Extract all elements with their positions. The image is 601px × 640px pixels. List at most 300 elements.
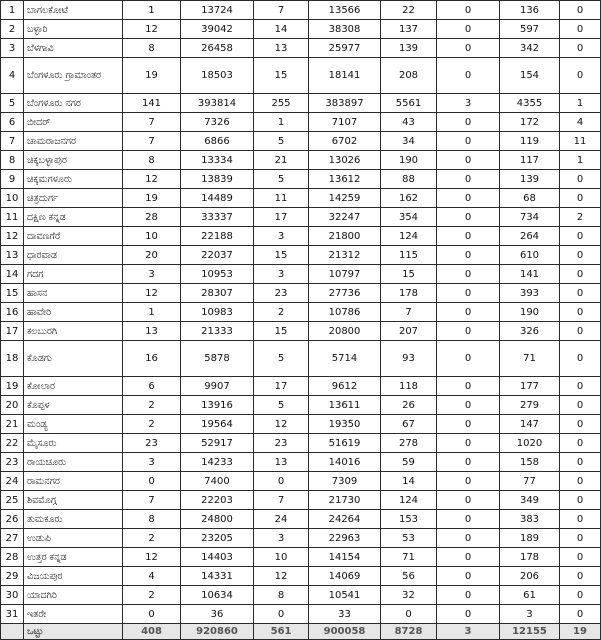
col-3-cell: 12 bbox=[254, 415, 309, 434]
col-8-cell: 4 bbox=[560, 113, 601, 132]
col-4-cell: 21312 bbox=[309, 246, 381, 265]
col-8-cell: 19 bbox=[560, 624, 601, 640]
col-8-cell: 0 bbox=[560, 20, 601, 39]
col-4-cell: 14259 bbox=[309, 189, 381, 208]
col-3-cell: 7 bbox=[254, 491, 309, 510]
col-7-cell: 342 bbox=[500, 39, 560, 58]
col-5-cell: 22 bbox=[381, 1, 437, 20]
col-6-cell: 0 bbox=[437, 605, 500, 624]
serial-number-cell: 27 bbox=[1, 529, 24, 548]
col-8-cell: 0 bbox=[560, 491, 601, 510]
col-4-cell: 14154 bbox=[309, 548, 381, 567]
col-5-cell: 26 bbox=[381, 396, 437, 415]
col-2-cell: 14403 bbox=[181, 548, 254, 567]
col-3-cell: 14 bbox=[254, 20, 309, 39]
col-3-cell: 5 bbox=[254, 341, 309, 377]
col-3-cell: 5 bbox=[254, 396, 309, 415]
table-row bbox=[1, 20, 601, 39]
col-4-cell: 9612 bbox=[309, 377, 381, 396]
col-4-cell: 33 bbox=[309, 605, 381, 624]
col-3-cell: 12 bbox=[254, 567, 309, 586]
col-3-cell: 13 bbox=[254, 39, 309, 58]
col-8-cell: 0 bbox=[560, 605, 601, 624]
col-8-cell: 0 bbox=[560, 227, 601, 246]
col-7-cell: 610 bbox=[500, 246, 560, 265]
col-2-cell: 14489 bbox=[181, 189, 254, 208]
col-4-cell: 383897 bbox=[309, 94, 381, 113]
col-6-cell: 0 bbox=[437, 472, 500, 491]
district-name-cell: ಚಿಕ್ಕಮಗಳೂರು bbox=[24, 170, 123, 189]
col-2-cell: 14331 bbox=[181, 567, 254, 586]
serial-number-cell: 5 bbox=[1, 94, 24, 113]
col-3-cell: 11 bbox=[254, 189, 309, 208]
serial-number-cell: 28 bbox=[1, 548, 24, 567]
col-8-cell: 0 bbox=[560, 322, 601, 341]
col-7-cell: 136 bbox=[500, 1, 560, 20]
col-8-cell: 0 bbox=[560, 246, 601, 265]
col-3-cell: 24 bbox=[254, 510, 309, 529]
col-5-cell: 124 bbox=[381, 491, 437, 510]
district-name-cell: ಬೆಂಗಳೂರು ಗ್ರಾಮಾಂತರ bbox=[24, 58, 123, 94]
serial-number-cell: 19 bbox=[1, 377, 24, 396]
col-7-cell: 206 bbox=[500, 567, 560, 586]
col-8-cell: 2 bbox=[560, 208, 601, 227]
col-5-cell: 14 bbox=[381, 472, 437, 491]
col-8-cell: 0 bbox=[560, 510, 601, 529]
col-2-cell: 13724 bbox=[181, 1, 254, 20]
col-1-cell: 13 bbox=[123, 322, 181, 341]
serial-number-cell: 22 bbox=[1, 434, 24, 453]
col-8-cell: 1 bbox=[560, 94, 601, 113]
col-6-cell: 0 bbox=[437, 377, 500, 396]
col-6-cell: 0 bbox=[437, 510, 500, 529]
serial-number-cell: 15 bbox=[1, 284, 24, 303]
col-5-cell: 354 bbox=[381, 208, 437, 227]
col-5-cell: 115 bbox=[381, 246, 437, 265]
col-8-cell: 0 bbox=[560, 396, 601, 415]
col-2-cell: 39042 bbox=[181, 20, 254, 39]
col-1-cell: 16 bbox=[123, 341, 181, 377]
col-3-cell: 8 bbox=[254, 586, 309, 605]
district-name-cell: ಧಾರವಾಡ bbox=[24, 246, 123, 265]
district-name-cell: ಬಳ್ಳಾರಿ bbox=[24, 20, 123, 39]
col-2-cell: 7400 bbox=[181, 472, 254, 491]
col-8-cell: 0 bbox=[560, 1, 601, 20]
col-1-cell: 3 bbox=[123, 265, 181, 284]
serial-number-cell: 17 bbox=[1, 322, 24, 341]
col-8-cell: 0 bbox=[560, 303, 601, 322]
col-4-cell: 10786 bbox=[309, 303, 381, 322]
district-name-cell: ಮಂಡ್ಯ bbox=[24, 415, 123, 434]
col-4-cell: 21730 bbox=[309, 491, 381, 510]
serial-number-cell: 24 bbox=[1, 472, 24, 491]
col-2-cell: 6866 bbox=[181, 132, 254, 151]
col-6-cell: 0 bbox=[437, 548, 500, 567]
district-name-cell: ಬೆಳಗಾವಿ bbox=[24, 39, 123, 58]
col-1-cell: 19 bbox=[123, 189, 181, 208]
col-4-cell: 24264 bbox=[309, 510, 381, 529]
col-6-cell: 0 bbox=[437, 132, 500, 151]
col-1-cell: 19 bbox=[123, 58, 181, 94]
col-5-cell: 178 bbox=[381, 284, 437, 303]
serial-number-cell: 29 bbox=[1, 567, 24, 586]
col-7-cell: 141 bbox=[500, 265, 560, 284]
col-3-cell: 5 bbox=[254, 170, 309, 189]
col-5-cell: 93 bbox=[381, 341, 437, 377]
table-row bbox=[1, 246, 601, 265]
serial-number-cell: 1 bbox=[1, 1, 24, 20]
col-6-cell: 0 bbox=[437, 415, 500, 434]
col-4-cell: 13026 bbox=[309, 151, 381, 170]
col-2-cell: 10634 bbox=[181, 586, 254, 605]
col-4-cell: 32247 bbox=[309, 208, 381, 227]
col-1-cell: 7 bbox=[123, 491, 181, 510]
col-5-cell: 0 bbox=[381, 605, 437, 624]
table-row bbox=[1, 415, 601, 434]
col-6-cell: 3 bbox=[437, 624, 500, 640]
col-2-cell: 10983 bbox=[181, 303, 254, 322]
col-4-cell: 51619 bbox=[309, 434, 381, 453]
col-8-cell: 0 bbox=[560, 284, 601, 303]
col-5-cell: 124 bbox=[381, 227, 437, 246]
table-row bbox=[1, 303, 601, 322]
district-name-cell: ಕೊಡಗು bbox=[24, 341, 123, 377]
serial-number-cell: 8 bbox=[1, 151, 24, 170]
table-row bbox=[1, 396, 601, 415]
col-6-cell: 0 bbox=[437, 151, 500, 170]
col-4-cell: 14069 bbox=[309, 567, 381, 586]
col-6-cell: 0 bbox=[437, 453, 500, 472]
table-row bbox=[1, 586, 601, 605]
district-name-cell: ಒಟ್ಟು bbox=[24, 624, 123, 640]
col-5-cell: 208 bbox=[381, 58, 437, 94]
col-5-cell: 207 bbox=[381, 322, 437, 341]
col-2-cell: 13334 bbox=[181, 151, 254, 170]
table-row bbox=[1, 377, 601, 396]
col-6-cell: 0 bbox=[437, 39, 500, 58]
district-name-cell: ಚಾಮರಾಜನಗರ bbox=[24, 132, 123, 151]
district-name-cell: ರಾಮನಗರ bbox=[24, 472, 123, 491]
table-row bbox=[1, 208, 601, 227]
col-3-cell: 17 bbox=[254, 208, 309, 227]
col-4-cell: 5714 bbox=[309, 341, 381, 377]
district-name-cell: ದಾವಣಗೆರೆ bbox=[24, 227, 123, 246]
col-6-cell: 0 bbox=[437, 322, 500, 341]
col-2-cell: 24800 bbox=[181, 510, 254, 529]
serial-number-cell: 21 bbox=[1, 415, 24, 434]
col-1-cell: 2 bbox=[123, 415, 181, 434]
col-7-cell: 734 bbox=[500, 208, 560, 227]
col-8-cell: 11 bbox=[560, 132, 601, 151]
table-row bbox=[1, 1, 601, 20]
col-1-cell: 12 bbox=[123, 548, 181, 567]
col-5-cell: 8728 bbox=[381, 624, 437, 640]
col-3-cell: 561 bbox=[254, 624, 309, 640]
table-row bbox=[1, 453, 601, 472]
col-6-cell: 0 bbox=[437, 58, 500, 94]
col-4-cell: 10797 bbox=[309, 265, 381, 284]
col-6-cell: 0 bbox=[437, 567, 500, 586]
col-8-cell: 0 bbox=[560, 586, 601, 605]
district-name-cell: ಬಾಗಲಕೋಟೆ bbox=[24, 1, 123, 20]
table-row bbox=[1, 227, 601, 246]
col-7-cell: 4355 bbox=[500, 94, 560, 113]
serial-number-cell: 3 bbox=[1, 39, 24, 58]
col-3-cell: 7 bbox=[254, 1, 309, 20]
col-3-cell: 23 bbox=[254, 284, 309, 303]
col-7-cell: 119 bbox=[500, 132, 560, 151]
col-3-cell: 23 bbox=[254, 434, 309, 453]
district-name-cell: ಚಿತ್ರದುರ್ಗ bbox=[24, 189, 123, 208]
col-5-cell: 67 bbox=[381, 415, 437, 434]
col-1-cell: 4 bbox=[123, 567, 181, 586]
serial-number-cell: 31 bbox=[1, 605, 24, 624]
col-6-cell: 0 bbox=[437, 529, 500, 548]
col-2-cell: 26458 bbox=[181, 39, 254, 58]
table-row bbox=[1, 189, 601, 208]
district-name-cell: ಮೈಸೂರು bbox=[24, 434, 123, 453]
col-3-cell: 21 bbox=[254, 151, 309, 170]
serial-number-cell: 18 bbox=[1, 341, 24, 377]
col-7-cell: 71 bbox=[500, 341, 560, 377]
serial-number-cell: 20 bbox=[1, 396, 24, 415]
table-row bbox=[1, 265, 601, 284]
district-name-cell: ತುಮಕೂರು bbox=[24, 510, 123, 529]
serial-number-cell: 6 bbox=[1, 113, 24, 132]
col-3-cell: 17 bbox=[254, 377, 309, 396]
col-4-cell: 20800 bbox=[309, 322, 381, 341]
col-7-cell: 68 bbox=[500, 189, 560, 208]
col-3-cell: 10 bbox=[254, 548, 309, 567]
col-8-cell: 0 bbox=[560, 58, 601, 94]
serial-number-cell: 14 bbox=[1, 265, 24, 284]
col-7-cell: 12155 bbox=[500, 624, 560, 640]
col-7-cell: 77 bbox=[500, 472, 560, 491]
col-3-cell: 2 bbox=[254, 303, 309, 322]
col-7-cell: 349 bbox=[500, 491, 560, 510]
serial-number-cell: 4 bbox=[1, 58, 24, 94]
col-1-cell: 8 bbox=[123, 151, 181, 170]
col-7-cell: 177 bbox=[500, 377, 560, 396]
col-6-cell: 0 bbox=[437, 434, 500, 453]
col-1-cell: 10 bbox=[123, 227, 181, 246]
col-2-cell: 23205 bbox=[181, 529, 254, 548]
col-8-cell: 0 bbox=[560, 265, 601, 284]
col-5-cell: 278 bbox=[381, 434, 437, 453]
serial-number-cell: 30 bbox=[1, 586, 24, 605]
col-4-cell: 25977 bbox=[309, 39, 381, 58]
col-2-cell: 28307 bbox=[181, 284, 254, 303]
col-4-cell: 14016 bbox=[309, 453, 381, 472]
col-1-cell: 408 bbox=[123, 624, 181, 640]
col-7-cell: 190 bbox=[500, 303, 560, 322]
col-7-cell: 147 bbox=[500, 415, 560, 434]
col-4-cell: 13612 bbox=[309, 170, 381, 189]
col-1-cell: 7 bbox=[123, 113, 181, 132]
col-2-cell: 21333 bbox=[181, 322, 254, 341]
table-row bbox=[1, 284, 601, 303]
district-name-cell: ಬೀದರ್ bbox=[24, 113, 123, 132]
col-6-cell: 0 bbox=[437, 208, 500, 227]
table-row bbox=[1, 151, 601, 170]
col-3-cell: 0 bbox=[254, 472, 309, 491]
col-8-cell: 0 bbox=[560, 567, 601, 586]
table-row bbox=[1, 529, 601, 548]
district-name-cell: ಚಿಕ್ಕಬಳ್ಳಾಪುರ bbox=[24, 151, 123, 170]
district-name-cell: ಕೋಲಾರ bbox=[24, 377, 123, 396]
district-name-cell: ಯಾದಗಿರಿ bbox=[24, 586, 123, 605]
col-4-cell: 13566 bbox=[309, 1, 381, 20]
serial-number-cell: 25 bbox=[1, 491, 24, 510]
col-5-cell: 153 bbox=[381, 510, 437, 529]
col-1-cell: 0 bbox=[123, 605, 181, 624]
col-4-cell: 10541 bbox=[309, 586, 381, 605]
col-7-cell: 154 bbox=[500, 58, 560, 94]
col-3-cell: 3 bbox=[254, 265, 309, 284]
col-2-cell: 10953 bbox=[181, 265, 254, 284]
col-2-cell: 14233 bbox=[181, 453, 254, 472]
col-2-cell: 22203 bbox=[181, 491, 254, 510]
col-8-cell: 0 bbox=[560, 529, 601, 548]
serial-number-cell: 9 bbox=[1, 170, 24, 189]
col-2-cell: 19564 bbox=[181, 415, 254, 434]
col-8-cell: 0 bbox=[560, 341, 601, 377]
col-8-cell: 0 bbox=[560, 170, 601, 189]
table-row bbox=[1, 548, 601, 567]
col-8-cell: 0 bbox=[560, 434, 601, 453]
col-7-cell: 61 bbox=[500, 586, 560, 605]
col-1-cell: 2 bbox=[123, 586, 181, 605]
col-2-cell: 33337 bbox=[181, 208, 254, 227]
col-1-cell: 23 bbox=[123, 434, 181, 453]
district-name-cell: ಹಾಸನ bbox=[24, 284, 123, 303]
district-name-cell: ವಿಜಯಪುರ bbox=[24, 567, 123, 586]
col-8-cell: 0 bbox=[560, 377, 601, 396]
col-7-cell: 383 bbox=[500, 510, 560, 529]
col-2-cell: 22037 bbox=[181, 246, 254, 265]
col-6-cell: 0 bbox=[437, 303, 500, 322]
table-row bbox=[1, 94, 601, 113]
col-4-cell: 18141 bbox=[309, 58, 381, 94]
col-5-cell: 118 bbox=[381, 377, 437, 396]
col-4-cell: 13611 bbox=[309, 396, 381, 415]
serial-number-cell: 10 bbox=[1, 189, 24, 208]
col-1-cell: 12 bbox=[123, 284, 181, 303]
col-5-cell: 190 bbox=[381, 151, 437, 170]
col-5-cell: 32 bbox=[381, 586, 437, 605]
col-5-cell: 7 bbox=[381, 303, 437, 322]
table-row bbox=[1, 170, 601, 189]
col-1-cell: 2 bbox=[123, 396, 181, 415]
col-1-cell: 7 bbox=[123, 132, 181, 151]
district-name-cell: ಕೊಪ್ಪಳ bbox=[24, 396, 123, 415]
col-8-cell: 0 bbox=[560, 472, 601, 491]
col-8-cell: 0 bbox=[560, 415, 601, 434]
col-6-cell: 0 bbox=[437, 1, 500, 20]
col-8-cell: 0 bbox=[560, 453, 601, 472]
col-4-cell: 900058 bbox=[309, 624, 381, 640]
col-7-cell: 189 bbox=[500, 529, 560, 548]
col-1-cell: 20 bbox=[123, 246, 181, 265]
col-5-cell: 43 bbox=[381, 113, 437, 132]
col-2-cell: 13839 bbox=[181, 170, 254, 189]
col-3-cell: 13 bbox=[254, 453, 309, 472]
col-7-cell: 393 bbox=[500, 284, 560, 303]
col-6-cell: 0 bbox=[437, 227, 500, 246]
col-3-cell: 3 bbox=[254, 529, 309, 548]
col-5-cell: 53 bbox=[381, 529, 437, 548]
col-8-cell: 0 bbox=[560, 39, 601, 58]
col-6-cell: 0 bbox=[437, 189, 500, 208]
district-name-cell: ಉಡುಪಿ bbox=[24, 529, 123, 548]
col-1-cell: 3 bbox=[123, 453, 181, 472]
col-4-cell: 21800 bbox=[309, 227, 381, 246]
col-6-cell: 3 bbox=[437, 94, 500, 113]
district-name-cell: ದಕ್ಷಿಣ ಕನ್ನಡ bbox=[24, 208, 123, 227]
col-5-cell: 162 bbox=[381, 189, 437, 208]
district-name-cell: ಹಾವೇರಿ bbox=[24, 303, 123, 322]
col-6-cell: 0 bbox=[437, 170, 500, 189]
col-7-cell: 178 bbox=[500, 548, 560, 567]
col-7-cell: 1020 bbox=[500, 434, 560, 453]
col-4-cell: 38308 bbox=[309, 20, 381, 39]
col-5-cell: 15 bbox=[381, 265, 437, 284]
col-4-cell: 7107 bbox=[309, 113, 381, 132]
col-1-cell: 8 bbox=[123, 510, 181, 529]
col-3-cell: 0 bbox=[254, 605, 309, 624]
table-row bbox=[1, 472, 601, 491]
col-3-cell: 1 bbox=[254, 113, 309, 132]
col-5-cell: 59 bbox=[381, 453, 437, 472]
col-7-cell: 158 bbox=[500, 453, 560, 472]
table-row bbox=[1, 39, 601, 58]
table-row bbox=[1, 510, 601, 529]
col-3-cell: 3 bbox=[254, 227, 309, 246]
col-4-cell: 19350 bbox=[309, 415, 381, 434]
table-row bbox=[1, 567, 601, 586]
col-1-cell: 8 bbox=[123, 39, 181, 58]
col-2-cell: 18503 bbox=[181, 58, 254, 94]
serial-number-cell: 16 bbox=[1, 303, 24, 322]
col-6-cell: 0 bbox=[437, 396, 500, 415]
col-1-cell: 12 bbox=[123, 170, 181, 189]
col-3-cell: 15 bbox=[254, 246, 309, 265]
col-7-cell: 597 bbox=[500, 20, 560, 39]
col-1-cell: 0 bbox=[123, 472, 181, 491]
col-5-cell: 56 bbox=[381, 567, 437, 586]
col-7-cell: 3 bbox=[500, 605, 560, 624]
table-row bbox=[1, 58, 601, 94]
col-1-cell: 28 bbox=[123, 208, 181, 227]
col-4-cell: 7309 bbox=[309, 472, 381, 491]
col-2-cell: 393814 bbox=[181, 94, 254, 113]
table-body bbox=[1, 0, 601, 640]
district-name-cell: ಶಿವಮೊಗ್ಗ bbox=[24, 491, 123, 510]
col-2-cell: 13916 bbox=[181, 396, 254, 415]
col-6-cell: 0 bbox=[437, 341, 500, 377]
serial-number-cell: 12 bbox=[1, 227, 24, 246]
col-1-cell: 6 bbox=[123, 377, 181, 396]
col-1-cell: 12 bbox=[123, 20, 181, 39]
serial-number-cell: 7 bbox=[1, 132, 24, 151]
col-6-cell: 0 bbox=[437, 246, 500, 265]
district-name-cell: ರಾಯಚೂರು bbox=[24, 453, 123, 472]
serial-number-cell bbox=[1, 624, 24, 640]
col-7-cell: 117 bbox=[500, 151, 560, 170]
col-6-cell: 0 bbox=[437, 284, 500, 303]
serial-number-cell: 11 bbox=[1, 208, 24, 227]
col-2-cell: 36 bbox=[181, 605, 254, 624]
